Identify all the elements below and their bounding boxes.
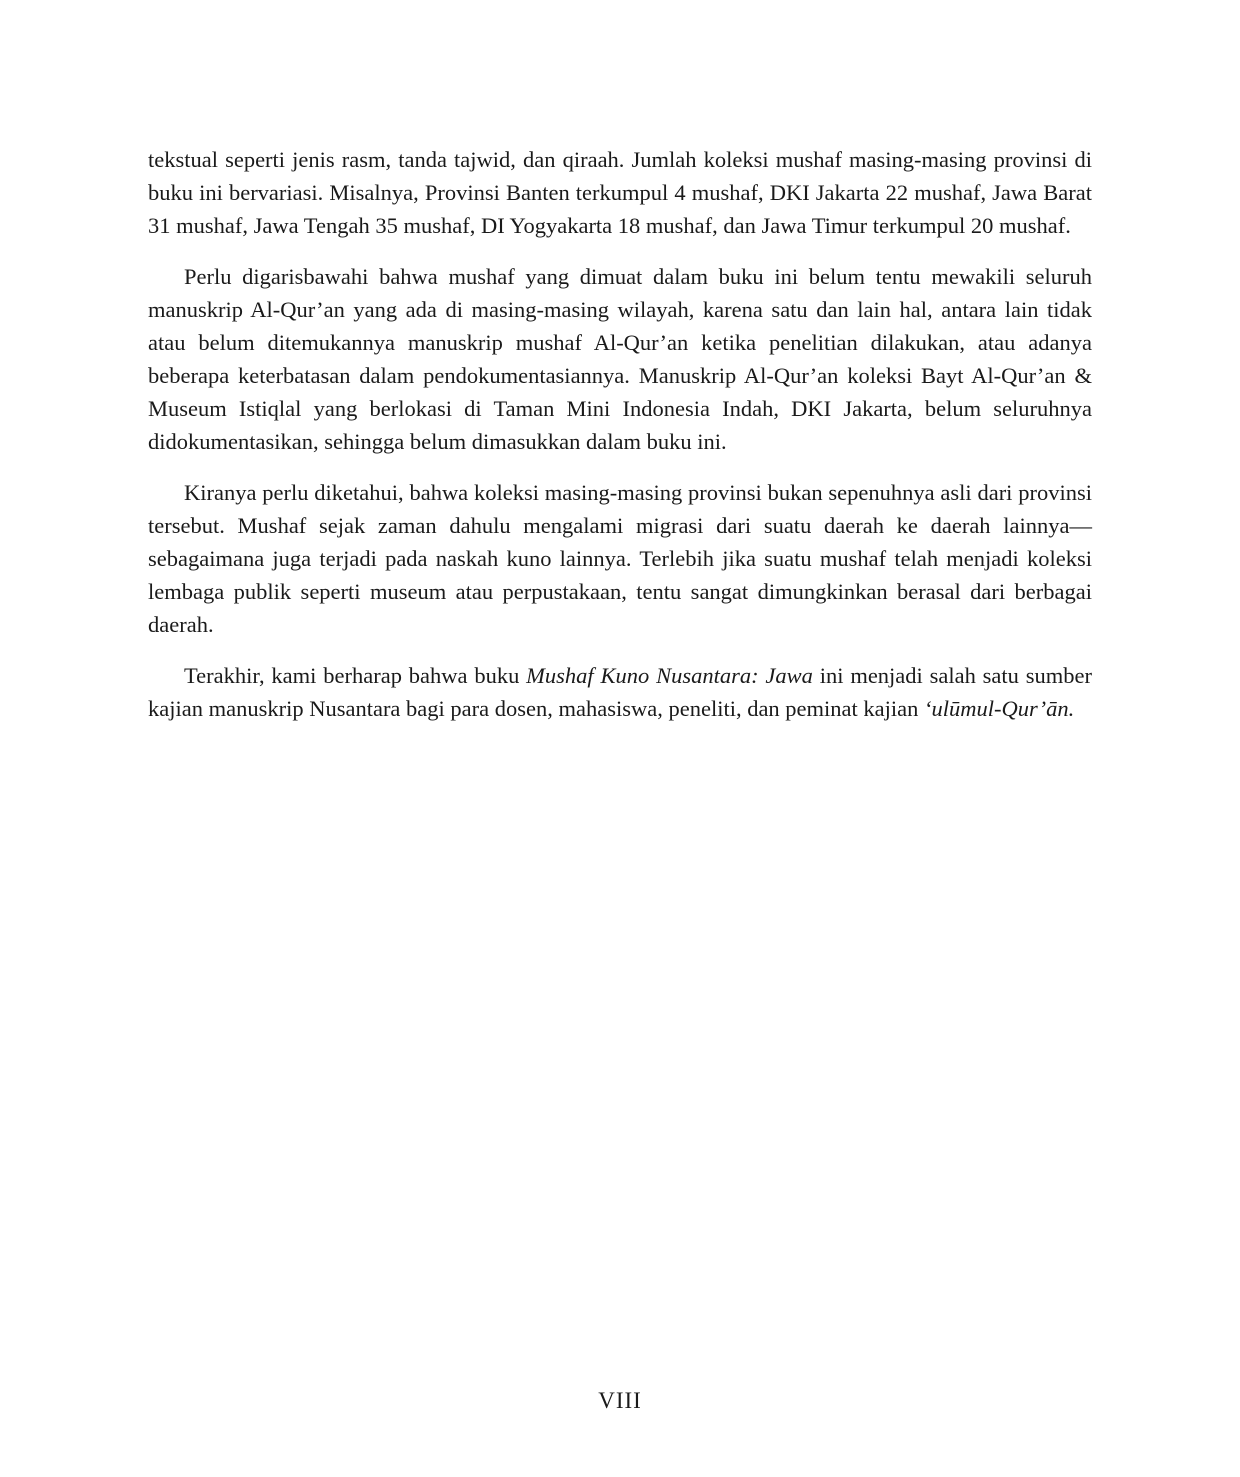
page-number: VIII xyxy=(598,1388,642,1413)
paragraph-4 xyxy=(148,659,1092,725)
book-title-italic: Mushaf Kuno Nusantara: Jawa xyxy=(526,663,813,688)
paragraph-3: Kiranya perlu diketahui, bahwa koleksi masing-masing provinsi bukan sepenuhnya asli dari provinsi tersebut. Mushaf sejak zaman dahulu mengalami migrasi dari suatu daerah ke daerah lainnya—sebagaimana juga terjadi pada naskah kuno lainnya. Terlebih jika suatu mushaf telah menjadi koleksi lembaga publik seperti museum atau perpustakaan, tentu sangat dimungkinkan berasal dari berbagai daerah. xyxy=(148,480,1092,637)
paragraph-4-text-a: Terakhir, kami berharap bahwa buku xyxy=(184,663,527,688)
ulumul-quran-italic: ‘ulūmul-Qur’ān. xyxy=(924,696,1075,721)
paragraph-1: tekstual seperti jenis rasm, tanda tajwid, dan qiraah. Jumlah koleksi mushaf masing-masing provinsi di buku ini bervariasi. Misalnya, Provinsi Banten terkumpul 4 mushaf, DKI Jakarta 22 mushaf, Jawa Barat 31 mushaf, Jawa Tengah 35 mushaf, DI Yogyakarta 18 mushaf, dan Jawa Timur terkumpul 20 mushaf. xyxy=(148,147,1092,238)
paragraph-2: Perlu digarisbawahi bahwa mushaf yang dimuat dalam buku ini belum tentu mewakili seluruh manuskrip Al-Qur’an yang ada di masing-masing wilayah, karena satu dan lain hal, antara lain tidak atau belum ditemukannya manuskrip mushaf Al-Qur’an ketika penelitian dilakukan, atau adanya beberapa keterbatasan dalam pendokumentasiannya. Manuskrip Al-Qur’an koleksi Bayt Al-Qur’an & Museum Istiqlal yang berlokasi di Taman Mini Indonesia Indah, DKI Jakarta, belum seluruhnya didokumentasikan, sehingga belum dimasukkan dalam buku ini. xyxy=(148,264,1092,454)
page-body xyxy=(148,143,1092,743)
paragraph-4-text-b: ini menjadi salah satu sumber kajian manuskrip Nusantara bagi para dosen, mahasiswa, peneliti, dan peminat kajian xyxy=(148,663,1092,721)
